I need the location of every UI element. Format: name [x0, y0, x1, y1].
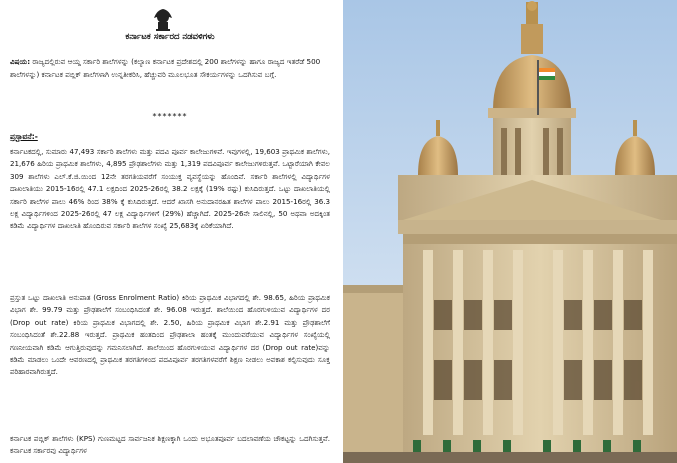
separator: ******* — [152, 112, 188, 121]
intro-heading: ಪ್ರಸ್ತಾವನೆ:- — [10, 132, 38, 141]
paragraph-2: ಪ್ರಸ್ತುತ ಒಟ್ಟು ದಾಖಲಾತಿ ಅನುಪಾತ (Gross Enrolment Ratio) ಕಿರಿಯ ಪ್ರಾಥಮಿಕ ವಿಭಾಗದಲ್ಲಿ ಶೇ. 98.65, ಹಿರಿಯ ಪ್ರಾಥಮಿಕ ವಿಭಾಗ ಶೇ. 99.79 ಮತ್ತು ಪ್ರೌಢಶಾಲೆಗೆ ಸಂಬಂಧಿಸಿದಂತೆ ಶೇ. 96.08 ಇರುತ್ತದೆ. ಶಾಲೆಯಿಂದ ಹೊರಗುಳಿಯುವ ವಿದ್ಯಾರ್ಥಿಗಳ ದರ (Drop out rate) ಕಿರಿಯ ಪ್ರಾಥಮಿಕ ವಿಭಾಗದಲ್ಲಿ ಶೇ. 2.50, ಹಿರಿಯ ಪ್ರಾಥಮಿಕ ವಿಭಾಗ ಶೇ.2.91 ಮತ್ತು ಪ್ರೌಢಶಾಲೆಗೆ ಸಂಬಂಧಿಸಿದಂತೆ ಶೇ.22.88 ಇರುತ್ತದೆ. ಪ್ರಾಥಮಿಕ ಹಂತದಿಂದ ಪ್ರೌಢಶಾಲಾ ಹಂತಕ್ಕೆ ಮುಂದುವರೆಯುವ ವಿದ್ಯಾರ್ಥಿಗಳ ಸಂಖ್ಯೆಯಲ್ಲಿ ಗಣನೀಯವಾಗಿ ಕಡಿಮೆ ಆಗುತ್ತಿರುವುದನ್ನು ಗಮನಿಸಲಾಗಿದೆ. ಶಾಲೆಯಿಂದ ಹೊರಗುಳಿಯುವ ವಿದ್ಯಾರ್ಥಿಗಳ ದರ (Drop out rate)ವನ್ನು ಕಡಿಮೆ ಮಾಡಲು ಒಂದೇ ಆವರಣದಲ್ಲಿ ಪ್ರಾಥಮಿಕ ತರಗತಿಗಳಿಂದ ಪದವಿಪೂರ್ವ ತರಗತಿಗಳವರೆಗೆ ಶಿಕ್ಷಣ ನೀಡಲು ಅವಕಾಶ ಕಲ್ಪಿಸುವುದು ಸೂಕ್ತ ಪರಿಹಾರವಾಗಿರುತ್ತದೆ. — [10, 293, 330, 377]
paragraph-3: ಕರ್ನಾಟಕ ಪಬ್ಲಿಕ್ ಶಾಲೆಗಳು (KPS) ಗುಣಮಟ್ಟದ ಸಾರ್ವಜನಿಕ ಶಿಕ್ಷಣಕ್ಕಾಗಿ ಒಂದು ಅಭೂತಪೂರ್ವ ಬದಲಾವಣೆಯ ಚೌಕಟ್ಟನ್ನು ಒದಗಿಸುತ್ತವೆ. ಕರ್ನಾಟಕ ಸರ್ಕಾರವು ವಿದ್ಯಾರ್ಥಿಗಳ — [10, 434, 330, 456]
subject-block — [10, 55, 328, 81]
document-title: ಕರ್ನಾಟಕ ಸರ್ಕಾರದ ನಡವಳಿಗಳು — [125, 32, 215, 42]
state-emblem-icon — [150, 6, 176, 32]
building-photo — [343, 0, 677, 463]
subject-label: ವಿಷಯ: — [10, 57, 31, 66]
subject-text: ರಾಜ್ಯದಲ್ಲಿರುವ ಆಯ್ದ ಸರ್ಕಾರಿ ಶಾಲೆಗಳನ್ನು (ಕಲ್ಯಾಣ ಕರ್ನಾಟಕ ಪ್ರದೇಶದಲ್ಲಿ 200 ಶಾಲೆಗಳನ್ನು ಹಾಗೂ ರಾಜ್ಯದ ಇತರೆಡೆ 500 ಶಾಲೆಗಳನ್ನು) ಕರ್ನಾಟಕ ಪಬ್ಲಿಕ್ ಶಾಲೆಗಳಾಗಿ ಉನ್ನತೀಕರಿಸಿ, ಹೆಚ್ಚುವರಿ ಮೂಲಭೂತ ಸೌಕರ್ಯಗಳನ್ನು ಒದಗಿಸುವ ಬಗ್ಗೆ. — [10, 57, 321, 79]
paragraph-1: ಕರ್ನಾಟಕದಲ್ಲಿ, ಸುಮಾರು 47,493 ಸರ್ಕಾರಿ ಶಾಲೆಗಳು ಮತ್ತು ಪದವಿ ಪೂರ್ವ ಕಾಲೇಜುಗಳಿವೆ. ಇವುಗಳಲ್ಲಿ, 19,603 ಪ್ರಾಥಮಿಕ ಶಾಲೆಗಳು, 21,676 ಹಿರಿಯ ಪ್ರಾಥಮಿಕ ಶಾಲೆಗಳು, 4,895 ಪ್ರೌಢಶಾಲೆಗಳು ಮತ್ತು 1,319 ಪದವಿಪೂರ್ವ ಕಾಲೇಜುಗಳಿರುತ್ತವೆ. ಒಟ್ಟಾರೆಯಾಗಿ ಕೇವಲ 309 ಶಾಲೆಗಳು ಎಲ್.ಕೆ.ಜಿ.ಯಿಂದ 12ನೇ ತರಗತಿಯವರೆಗೆ ಸಂಯುಕ್ತ ವ್ಯವಸ್ಥೆಯನ್ನು ಹೊಂದಿವೆ. ಸರ್ಕಾರಿ ಶಾಲೆಗಳಲ್ಲಿ ವಿದ್ಯಾರ್ಥಿಗಳ ದಾಖಲಾತಿಯು 2015-16ರಲ್ಲಿ 47.1 ಲಕ್ಷದಿಂದ 2025-26ರಲ್ಲಿ 38.2 ಲಕ್ಷಕ್ಕೆ (19% ರಷ್ಟು) ಕುಸಿದಿರುತ್ತದೆ. ಒಟ್ಟು ದಾಖಲಾತಿಯಲ್ಲಿ ಸರ್ಕಾರಿ ಶಾಲೆಗಳ ಪಾಲು 46% ರಿಂದ 38% ಕ್ಕೆ ಕುಸಿದಿರುತ್ತದೆ. ಆದರೆ ಖಾಸಗಿ ಅನುದಾನರಹಿತ ಶಾಲೆಗಳ ಪಾಲು 2015-16ರಲ್ಲಿ 36.3 ಲಕ್ಷ ವಿದ್ಯಾರ್ಥಿಗಳಿಂದ 2025-26ರಲ್ಲಿ 47 ಲಕ್ಷ ವಿದ್ಯಾರ್ಥಿಗಳಿಗೆ (29%) ಹೆಚ್ಚಾಗಿದೆ. 2025-26ನೇ ಸಾಲಿನಲ್ಲಿ, 50 ಅಥವಾ ಅದಕ್ಕಿಂತ ಕಡಿಮೆ ವಿದ್ಯಾರ್ಥಿಗಳ ದಾಖಲಾತಿ ಹೊಂದಿರುವ ಸರ್ಕಾರಿ ಶಾಲೆಗಳ ಸಂಖ್ಯೆ 25,683ಕ್ಕೆ ಏರಿಕೆಯಾಗಿದೆ. — [10, 147, 330, 231]
